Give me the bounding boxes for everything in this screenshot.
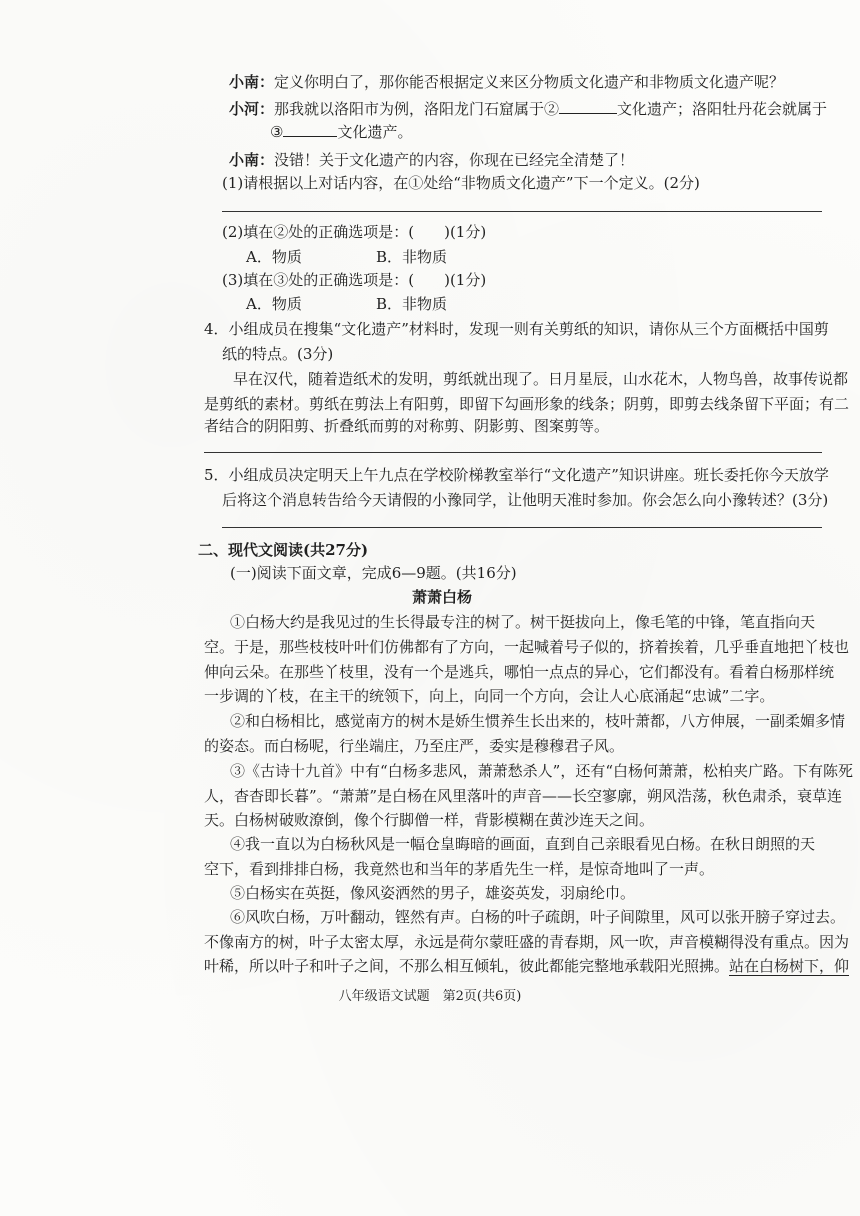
option-a[interactable]: A．物质: [246, 248, 302, 266]
article-p2-line-1: ②和白杨相比，感觉南方的树木是娇生惯养生长出来的，枝叶萧都，八方伸展，一副柔媚多情: [230, 712, 846, 730]
article-p1-line-1: ①白杨大约是我见过的生长得最专注的树了。树干挺拔向上，像毛笔的中锋，笔直指向天: [230, 613, 816, 631]
answer-line-q5[interactable]: [222, 527, 822, 528]
answer-line-q3-1[interactable]: [222, 211, 822, 212]
page-footer: 八年级语文试题 第2页(共6页): [338, 989, 522, 1004]
article-p1-line-4: 一步调的丫枝，在主干的统领下，向上，向同一个方向，会让人心底涌起“忠诚”二字。: [204, 687, 775, 705]
article-text: 叶稀，所以叶子和叶子之间，不那么相互倾轧，彼此都能完整地承载阳光照拂。: [204, 957, 730, 975]
article-p3-line-1: ③《古诗十九首》中有“白杨多悲风，萧萧愁杀人”，还有“白杨何萧萧，松柏夹广路。下有陈死: [230, 762, 854, 780]
q5-prompt-line-1: 5．小组成员决定明天上午九点在学校阶梯教室举行“文化遗产”知识讲座。班长委托你今天放学: [204, 466, 829, 484]
q3-sub2-options: [246, 246, 447, 268]
option-a[interactable]: A．物质: [246, 295, 302, 313]
article-p3-line-2: 人，杳杳即长暮”。“萧萧”是白杨在风里落叶的声音——长空寥廓，朔风浩荡，秋色肃杀，衰草连: [204, 787, 843, 805]
dialogue-text: 文化遗产；洛阳牡丹花会就属于: [617, 100, 828, 118]
article-p4-line-1: ④我一直以为白杨秋风是一幅仓皇晦暗的画面，直到自己亲眼看见白杨。在秋日朗照的天: [230, 835, 816, 853]
dialogue-line-1: [229, 71, 784, 93]
article-title: 萧萧白杨: [411, 588, 472, 606]
q4-material-line-1: 早在汉代，随着造纸术的发明，剪纸就出现了。日月星辰，山水花木，人物鸟兽，故事传说都: [233, 370, 849, 388]
answer-blank-2[interactable]: [559, 99, 617, 114]
article-p1-line-2: 空。于是，那些枝枝叶叶们仿佛都有了方向，一起喊着号子似的，挤着挨着，几乎垂直地把丫枝也: [204, 638, 850, 656]
dialogue-text: 没错！关于文化遗产的内容，你现在已经完全清楚了！: [274, 151, 635, 169]
dialogue-line-2: [229, 98, 827, 120]
dialogue-line-4: [229, 149, 634, 171]
speaker-label: 小南：: [229, 73, 275, 91]
dialogue-text: 文化遗产。: [337, 123, 413, 141]
option-b[interactable]: B．非物质: [376, 295, 448, 313]
article-p6-line-3: [204, 953, 849, 979]
speaker-label: 小南：: [229, 151, 275, 169]
q3-sub2: (2)填在②处的正确选项是：( )(1分): [222, 223, 487, 241]
answer-blank-3[interactable]: [283, 122, 337, 137]
q3-sub3-options: [246, 293, 447, 315]
answer-line-q4[interactable]: [204, 452, 822, 453]
q3-sub3: (3)填在③处的正确选项是：( )(1分): [222, 271, 487, 289]
q4-prompt-line-1: 4．小组成员在搜集“文化遗产”材料时，发现一则有关剪纸的知识，请你从三个方面概括中国剪: [204, 320, 829, 338]
section-title: 二、现代文阅读(共27分): [198, 541, 369, 559]
q5-prompt-line-2: 后将这个消息转告给今天请假的小豫同学，让他明天准时参加。你会怎么向小豫转述？(3分): [222, 491, 829, 509]
article-p5-line-1: ⑤白杨实在英挺，像风姿洒然的男子，雄姿英发，羽扇纶巾。: [230, 884, 636, 902]
section-instructions: (一)阅读下面文章，完成6—9题。(共16分): [230, 564, 517, 582]
article-p4-line-2: 空下，看到排排白杨，我竟然也和当年的茅盾先生一样，是惊奇地叫了一声。: [204, 860, 715, 878]
q3-sub1: (1)请根据以上对话内容，在①处给“非物质文化遗产”下一个定义。(2分): [222, 174, 700, 192]
dialogue-text: 定义你明白了，那你能否根据定义来区分物质文化遗产和非物质文化遗产呢？: [274, 73, 785, 91]
article-p1-line-3: 伸向云朵。在那些丫枝里，没有一个是逃兵，哪怕一点点的异心，它们都没有。看着白杨那样统: [204, 663, 835, 681]
speaker-label: 小河：: [229, 100, 275, 118]
article-p6-line-2: 不像南方的树，叶子太密太厚，永远是荷尔蒙旺盛的青春期，风一吹，声音模糊得没有重点。因为: [204, 933, 850, 951]
dialogue-text: ③: [270, 123, 284, 141]
article-p3-line-3: 天。白杨树破败潦倒，像个行脚僧一样，背影模糊在黄沙连天之间。: [204, 811, 655, 829]
q4-material-line-3: 者结合的阴阳剪、折叠纸而剪的对称剪、阴影剪、图案剪等。: [204, 417, 610, 435]
q4-prompt-line-2: 纸的特点。(3分): [222, 345, 334, 363]
article-p2-line-2: 的姿态。而白杨呢，行坐端庄，乃至庄严，委实是穆穆君子风。: [204, 737, 625, 755]
option-b[interactable]: B．非物质: [376, 248, 448, 266]
dialogue-text: 那我就以洛阳市为例，洛阳龙门石窟属于②: [274, 100, 560, 118]
dialogue-line-3: [270, 121, 412, 143]
underlined-sentence: 站在白杨树下，仰: [729, 957, 850, 975]
q4-material-line-2: 是剪纸的素材。剪纸在剪法上有阳剪，即留下勾画形象的线条；阴剪，即剪去线条留下平面；有二: [204, 395, 850, 413]
article-p6-line-1: ⑥风吹白杨，万叶翻动，铿然有声。白杨的叶子疏朗，叶子间隙里，风可以张开膀子穿过去。: [230, 908, 846, 926]
